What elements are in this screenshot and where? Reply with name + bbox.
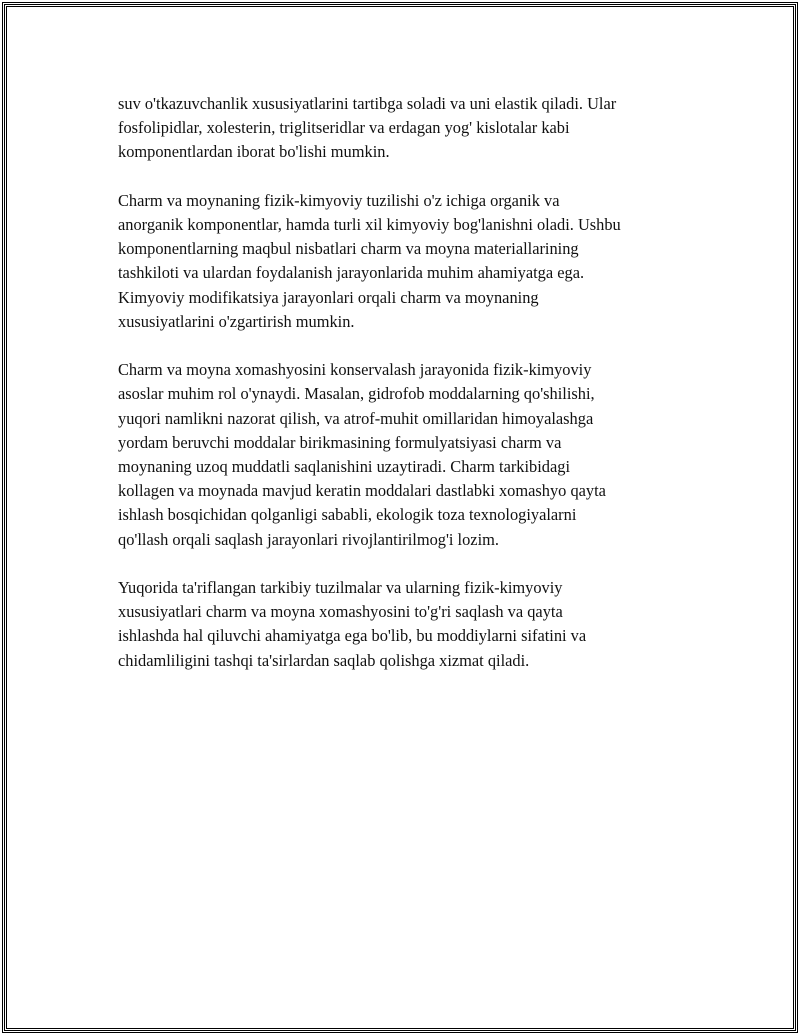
text-line: kollagen va moynada mavjud keratin moddalari dastlabki xomashyo qayta (118, 481, 606, 501)
text-line: asoslar muhim rol o'ynaydi. Masalan, gidrofob moddalarning qo'shilishi, (118, 384, 595, 404)
text-line: qo'llash orqali saqlash jarayonlari rivojlantirilmog'i lozim. (118, 529, 499, 549)
text-line: suv o'tkazuvchanlik xususiyatlarini tartibga soladi va uni elastik qiladi. Ular (118, 94, 617, 113)
text-line: ishlash bosqichidan qolganligi sababli, ekologik toza texnologiyalarni (118, 505, 577, 525)
text-line: ishlashda hal qiluvchi ahamiyatga ega bo'lib, bu moddiylarni sifatini va (118, 626, 587, 646)
text-line: Charm va moyna xomashyosini konservalash jarayonida fizik-kimyoviy (118, 360, 592, 380)
text-line: Kimyoviy modifikatsiya jarayonlari orqali charm va moynaning (118, 287, 539, 307)
paragraph-1 (118, 92, 693, 165)
text-line: komponentlarning maqbul nisbatlari charm va moyna materiallarining (118, 239, 579, 259)
text-line: yordam beruvchi moddalar birikmasining formulyatsiyasi charm va (118, 432, 562, 452)
text-line: anorganik komponentlar, hamda turli xil kimyoviy bog'lanishni oladi. Ushbu (118, 215, 621, 234)
text-line: chidamliligini tashqi ta'sirlardan saqlab qolishga xizmat qiladi. (118, 650, 530, 670)
text-line: fosfolipidlar, xolesterin, triglitseridlar va erdagan yog' kislotalar kabi (118, 118, 570, 138)
text-line: yuqori namlikni nazorat qilish, va atrof-muhit omillaridan himoyalashga (118, 408, 594, 428)
text-line: moynaning uzoq muddatli saqlanishini uzaytiradi. Charm tarkibidagi (118, 457, 571, 477)
paragraph-3 (118, 358, 693, 552)
text-line: xususiyatlari charm va moyna xomashyosini to'g'ri saqlash va qayta (118, 602, 563, 622)
document-body (118, 92, 693, 697)
paragraph-2 (118, 189, 693, 334)
text-line: xususiyatlarini o'zgartirish mumkin. (118, 311, 355, 331)
text-line: Charm va moynaning fizik-kimyoviy tuzilishi o'z ichiga organik va (118, 190, 560, 210)
paragraph-4 (118, 576, 693, 673)
text-line: Yuqorida ta'riflangan tarkibiy tuzilmalar va ularning fizik-kimyoviy (118, 578, 563, 598)
text-line: komponentlardan iborat bo'lishi mumkin. (118, 142, 390, 162)
text-line: tashkiloti va ulardan foydalanish jarayonlarida muhim ahamiyatga ega. (118, 263, 585, 283)
